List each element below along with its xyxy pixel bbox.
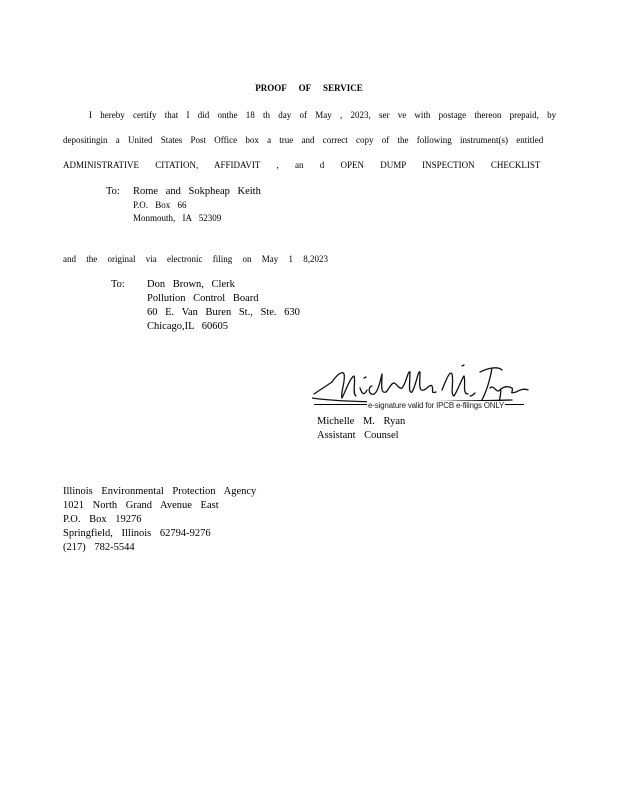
recipient-2-address-2: Chicago,IL 60605 (147, 321, 229, 332)
agency-name: Illinois Environmental Protection Agency (63, 486, 257, 497)
recipient-2-org: Pollution Control Board (147, 293, 259, 304)
recipient-1-to-label: To: (106, 186, 120, 197)
original-filing-line: and the original via electronic filing on May 1 8,2023 (63, 254, 328, 264)
esignature-note: e-signature valid for IPCB e-filings ONLY (368, 401, 505, 410)
certification-line-2: depositingin a United States Post Office box a true and correct copy of the following instrument(s) entitled (63, 135, 544, 145)
recipient-2-address-1: 60 E. Van Buren St., Ste. 630 (147, 307, 300, 318)
certification-line-3: ADMINISTRATIVE CITATION, AFFIDAVIT , an d OPEN DUMP INSPECTION CHECKLIST (63, 160, 541, 170)
agency-phone: (217) 782-5544 (63, 542, 135, 553)
agency-address-3: Springfield, Illinois 62794-9276 (63, 528, 211, 539)
certification-line-1: I hereby certify that I did onthe 18 th day of May , 2023, ser ve with postage thereon prepaid, by (89, 110, 557, 120)
recipient-1-address-2: Monmouth, IA 52309 (133, 213, 222, 223)
recipient-2-to-label: To: (111, 279, 125, 290)
agency-address-1: 1021 North Grand Avenue East (63, 500, 219, 511)
recipient-1-name: Rome and Sokpheap Keith (133, 186, 261, 197)
signer-title: Assistant Counsel (317, 430, 399, 441)
agency-address-2: P.O. Box 19276 (63, 514, 142, 525)
document-title: PROOF OF SERVICE (255, 83, 363, 93)
recipient-2-name: Don Brown, Clerk (147, 279, 235, 290)
recipient-1-address-1: P.O. Box 66 (133, 200, 187, 210)
signer-name: Michelle M. Ryan (317, 416, 406, 427)
